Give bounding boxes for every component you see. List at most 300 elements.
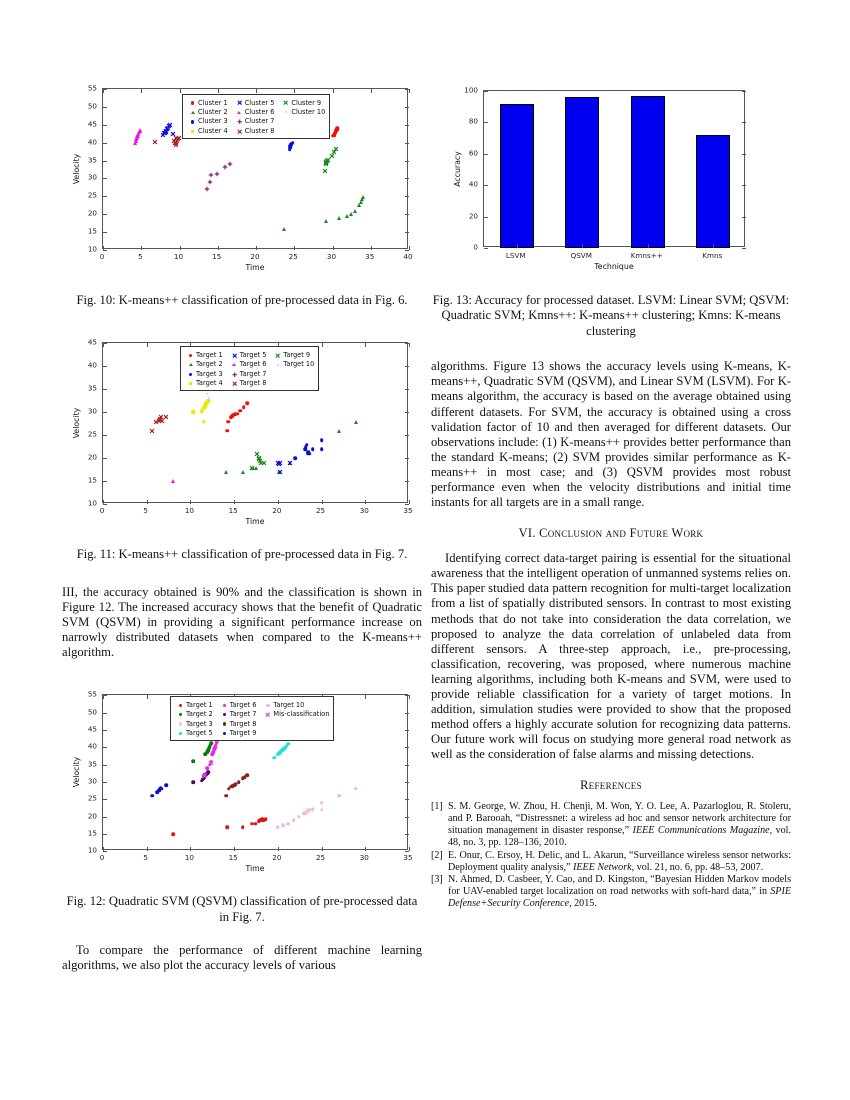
bar-lsvm	[500, 104, 534, 248]
data-point-target-2	[354, 420, 358, 424]
data-point-target-3	[320, 438, 324, 442]
data-point-target-3	[308, 452, 312, 456]
section-heading-conclusion: VI. Conclusion and Future Work	[518, 526, 704, 541]
y-tick-label: 50	[87, 707, 97, 717]
paragraph-algorithms: algorithms. Figure 13 shows the accuracy levels using K-means, K-means++, Quadratic SVM (QSVM), and Linear SVM (LSVM). For K-means algorithm, the accuracy is based on the average obtained using different datasets. For SVM, the accuracy is obtained using a cross validation factor of 10 and then averaged for different datasets. Our observations include: (1) K-means++ provides better performance than the standard K-means; (2) SVM provides similar performance as K-means++ in most case; and (3) QSVM provides most robust performance even when the velocity distributions and initial time instants for all targets are in a small range.	[431, 359, 791, 510]
x-tick	[409, 246, 410, 250]
data-point-target-1	[241, 825, 245, 829]
y-tick	[405, 817, 409, 818]
legend-label: Target 4	[196, 379, 223, 388]
reference-item	[431, 801, 791, 849]
y-tick	[742, 122, 746, 123]
y-tick-label: 50	[87, 101, 97, 111]
data-point	[285, 111, 287, 113]
data-point-target-1	[225, 825, 229, 829]
x-tick-label: 15	[212, 252, 222, 261]
data-point-target-2	[224, 470, 228, 474]
y-tick	[405, 695, 409, 696]
data-point-target-2	[241, 470, 245, 474]
reference-source: SPIE Defense+Security Conference	[448, 885, 791, 909]
legend-item	[234, 126, 275, 135]
data-point-target-5	[278, 469, 284, 475]
legend-item	[229, 379, 267, 388]
data-point-target-4	[201, 408, 205, 412]
y-tick-label: 45	[87, 724, 97, 734]
data-point-target-7	[191, 780, 195, 784]
legend-label: Target 6	[239, 360, 267, 369]
y-tick	[103, 89, 107, 90]
data-point	[277, 364, 279, 366]
y-tick	[103, 730, 107, 731]
data-point-target-3	[320, 447, 324, 451]
data-point-target-4	[191, 411, 195, 415]
data-point-target-1	[236, 412, 240, 416]
x-tick	[365, 847, 366, 851]
y-tick	[103, 834, 107, 835]
data-point	[232, 381, 237, 386]
data-point-cluster-7	[204, 186, 210, 192]
y-tick	[103, 458, 107, 459]
data-point	[237, 119, 242, 124]
legend-label: Cluster 7	[244, 117, 275, 126]
x-tick-label: 30	[359, 853, 369, 863]
x-tick	[409, 847, 410, 851]
data-point-cluster-2	[282, 227, 286, 231]
legend-label: Mis-classification	[273, 710, 330, 719]
y-tick	[405, 412, 409, 413]
data-point	[191, 111, 195, 114]
data-point-target-2	[254, 466, 258, 470]
data-point-target-8	[243, 775, 247, 779]
y-tick	[405, 765, 409, 766]
data-point-target-9	[159, 786, 163, 790]
bar-plot-axes	[483, 90, 745, 247]
bar-qsvm	[565, 97, 599, 248]
y-tick	[103, 107, 107, 108]
y-tick-label: 100	[464, 85, 478, 95]
figure-11	[62, 332, 422, 562]
data-point	[266, 704, 269, 707]
plot-legend	[182, 94, 330, 139]
legend-label: Target 10	[283, 360, 315, 369]
legend-label: Target 8	[229, 719, 257, 728]
x-tick	[365, 695, 366, 699]
paragraph-compare-performance: To compare the performance of different machine learning algorithms, we also plot the accuracy levels of various	[62, 943, 422, 973]
legend-marker-icon	[229, 375, 240, 391]
data-point-target-10	[276, 825, 280, 829]
left-column	[62, 78, 422, 973]
legend-label: Cluster 3	[198, 117, 228, 126]
data-point-target-3	[320, 808, 324, 812]
x-tick	[713, 244, 714, 248]
x-tick-label: 30	[359, 506, 369, 516]
data-point-target-8	[163, 414, 169, 420]
data-point-target-10	[302, 811, 306, 815]
data-point-target-6	[211, 750, 215, 754]
data-point	[275, 353, 280, 358]
y-tick	[405, 89, 409, 90]
y-tick	[405, 250, 409, 251]
legend-label: Target 2	[196, 360, 223, 369]
x-tick-label: 0	[99, 506, 105, 516]
data-point-cluster-8	[172, 141, 178, 147]
data-point	[232, 363, 236, 366]
x-tick-label: LSVM	[505, 251, 526, 260]
data-point-target-9	[256, 457, 262, 463]
x-tick	[409, 89, 410, 93]
y-tick-label: 15	[87, 828, 97, 838]
reference-number: [1]	[431, 801, 443, 813]
legend-marker-icon	[280, 104, 291, 120]
data-point-target-10	[337, 794, 341, 798]
legend-marker-icon	[185, 375, 196, 391]
references-list	[431, 801, 791, 909]
data-point-cluster-7	[207, 179, 213, 185]
data-point-cluster-2	[337, 216, 341, 220]
y-tick	[103, 178, 107, 179]
data-point-target-9	[150, 794, 154, 798]
data-point-target-2	[191, 759, 195, 763]
x-tick-label: 10	[173, 252, 184, 261]
y-tick-label: 40	[87, 137, 97, 147]
data-point-cluster-6	[134, 137, 138, 141]
data-point	[237, 100, 242, 105]
data-point	[237, 111, 241, 114]
reference-text: E. Onur, C. Ersoy, H. Delic, and L. Akarun, “Surveillance wireless sensor networks: Deployment quality analysis,” IEEE Network, vol. 21, no. 6, pp. 48–53, 2007.	[448, 849, 791, 873]
x-tick-label: 25	[288, 252, 298, 261]
y-tick	[103, 412, 107, 413]
x-tick	[278, 847, 279, 851]
reference-text: S. M. George, W. Zhou, H. Chenji, M. Won, Y. O. Lee, A. Pazarloglou, R. Stoleru, and P. Barooah, “Distressnet: a wireless ad hoc and sensor network architecture for situation management in disaster response,” IEEE Communications Magazine, vol. 48, no. 3, pp. 128–136, 2010.	[448, 801, 791, 849]
figure-10-plot	[62, 78, 422, 283]
figure-10	[62, 78, 422, 308]
data-point-target-10	[354, 787, 358, 791]
y-tick-label: 20	[87, 208, 97, 218]
x-tick-label: 15	[228, 853, 238, 863]
x-tick	[256, 246, 257, 250]
x-tick-label: 40	[403, 252, 413, 261]
legend-marker-icon	[272, 357, 283, 373]
legend-item	[175, 728, 213, 737]
legend-marker-icon	[187, 123, 198, 139]
x-tick	[517, 244, 518, 248]
data-point-target-1	[245, 401, 249, 405]
data-point-cluster-8	[174, 136, 180, 142]
data-point	[191, 130, 194, 133]
y-tick-label: 25	[87, 190, 97, 200]
legend-label: Cluster 6	[244, 108, 275, 117]
x-axis-title: Time	[245, 517, 265, 527]
legend-label: Target 1	[196, 351, 223, 360]
y-tick	[103, 343, 107, 344]
figure-13	[431, 78, 791, 339]
data-point-cluster-2	[353, 209, 357, 213]
data-point	[189, 382, 192, 385]
x-tick	[322, 343, 323, 347]
data-point	[189, 373, 192, 376]
legend-label: Target 8	[239, 379, 267, 388]
y-tick	[405, 713, 409, 714]
y-tick-label: 55	[87, 83, 97, 93]
x-tick	[190, 847, 191, 851]
data-point-target-10	[311, 808, 315, 812]
reference-item	[431, 850, 791, 874]
legend-marker-icon	[219, 725, 230, 741]
data-point-target-1	[231, 414, 235, 418]
legend-label: Cluster 5	[244, 98, 275, 107]
x-tick	[147, 500, 148, 504]
legend-item	[219, 728, 257, 737]
y-tick-label: 80	[468, 116, 478, 126]
data-point-target-5	[278, 751, 282, 755]
y-tick	[405, 851, 409, 852]
y-tick	[405, 834, 409, 835]
reference-source: IEEE Network	[573, 861, 632, 873]
y-tick	[103, 125, 107, 126]
y-tick	[103, 817, 107, 818]
y-tick	[103, 504, 107, 505]
y-tick	[742, 154, 746, 155]
y-tick-label: 60	[468, 148, 478, 158]
y-tick	[484, 91, 488, 92]
y-tick	[405, 232, 409, 233]
data-point-target-6	[205, 766, 209, 770]
data-point	[223, 704, 226, 707]
y-tick-label: 10	[87, 244, 97, 254]
data-point-cluster-5	[162, 130, 168, 136]
y-tick-label: 10	[87, 845, 97, 855]
x-tick-label: 5	[143, 853, 148, 863]
legend-label: Target 9	[229, 729, 257, 738]
x-tick-label: 5	[143, 506, 148, 516]
data-point	[189, 363, 193, 366]
legend-label: Target 1	[186, 700, 213, 709]
y-tick-label: 40	[87, 741, 97, 751]
y-tick	[405, 481, 409, 482]
y-tick-label: 0	[473, 242, 478, 252]
y-tick	[103, 713, 107, 714]
y-tick	[484, 154, 488, 155]
data-point-target-3	[311, 447, 315, 451]
figure-12-caption: Fig. 12: Quadratic SVM (QSVM) classification of pre-processed data in Fig. 7.	[66, 894, 418, 924]
x-tick	[141, 246, 142, 250]
y-tick-label: 40	[87, 360, 97, 370]
reference-number: [2]	[431, 849, 443, 861]
y-tick-label: 30	[87, 776, 97, 786]
y-tick	[405, 161, 409, 162]
x-tick	[190, 500, 191, 504]
legend-label: Target 7	[239, 369, 267, 378]
y-tick-label: 15	[87, 475, 97, 485]
data-point	[283, 100, 288, 105]
y-tick-label: 40	[468, 179, 478, 189]
legend-item	[272, 360, 314, 369]
plot-legend	[170, 696, 334, 741]
x-tick	[234, 500, 235, 504]
y-tick	[103, 214, 107, 215]
x-tick	[365, 500, 366, 504]
data-point-target-4	[202, 420, 206, 424]
y-tick	[103, 435, 107, 436]
y-tick-label: 10	[87, 498, 97, 508]
legend-label: Target 10	[273, 700, 305, 709]
y-tick	[103, 851, 107, 852]
x-tick	[371, 246, 372, 250]
x-tick	[333, 89, 334, 93]
y-tick	[405, 178, 409, 179]
y-tick-label: 15	[87, 226, 97, 236]
y-tick-label: 20	[468, 211, 478, 221]
y-tick	[103, 143, 107, 144]
y-tick-label: 30	[87, 406, 97, 416]
y-tick	[405, 504, 409, 505]
data-point-target-10	[206, 393, 208, 395]
data-point-cluster-7	[208, 172, 214, 178]
y-tick-label: 25	[87, 793, 97, 803]
data-point-cluster-9	[333, 147, 339, 153]
y-tick	[405, 196, 409, 197]
x-tick-label: 25	[315, 506, 326, 516]
data-point	[237, 129, 242, 134]
x-tick	[147, 695, 148, 699]
data-point-target-4	[206, 400, 210, 404]
x-tick-label: 5	[137, 252, 143, 261]
data-point	[191, 101, 194, 104]
x-tick-label: 0	[99, 853, 105, 863]
x-tick-label: 20	[272, 853, 282, 863]
legend-label: Cluster 10	[291, 108, 326, 117]
data-point-target-8	[157, 416, 163, 422]
x-tick	[147, 343, 148, 347]
x-tick-label: Kmns	[702, 251, 723, 260]
x-tick-label: 15	[228, 506, 238, 516]
y-tick	[103, 765, 107, 766]
x-tick	[234, 847, 235, 851]
data-point-target-2	[206, 749, 210, 753]
references-heading: References	[580, 778, 642, 793]
x-tick	[582, 244, 583, 248]
y-axis-title: Velocity	[72, 153, 81, 184]
legend-item	[262, 710, 329, 719]
x-tick	[218, 89, 219, 93]
data-point	[232, 372, 237, 377]
y-tick	[405, 458, 409, 459]
legend-label: Target 3	[186, 719, 213, 728]
x-tick	[294, 246, 295, 250]
x-tick-label: QSVM	[570, 251, 592, 260]
data-point-cluster-7	[227, 161, 233, 167]
x-tick	[409, 695, 410, 699]
y-tick	[405, 435, 409, 436]
y-tick	[103, 799, 107, 800]
data-point-cluster-1	[335, 127, 339, 131]
y-axis-title: Velocity	[72, 407, 81, 439]
plot-legend	[180, 346, 319, 391]
x-tick	[409, 343, 410, 347]
data-point-cluster-7	[214, 171, 220, 177]
y-tick	[405, 107, 409, 108]
y-tick-label: 35	[87, 155, 97, 165]
y-tick	[405, 389, 409, 390]
data-point-target-1	[238, 409, 242, 413]
y-tick-label: 20	[87, 811, 97, 821]
x-tick	[294, 89, 295, 93]
x-tick	[333, 246, 334, 250]
legend-label: Target 9	[283, 351, 311, 360]
data-point-target-1	[260, 817, 264, 821]
y-tick	[405, 730, 409, 731]
data-point-target-8	[234, 782, 238, 786]
data-point-target-4	[203, 404, 207, 408]
data-point	[223, 732, 226, 735]
y-tick	[405, 747, 409, 748]
y-tick	[103, 250, 107, 251]
x-tick-label: 35	[403, 506, 413, 516]
data-point-target-2	[337, 429, 341, 433]
x-tick-label: 25	[315, 853, 326, 863]
reference-item	[431, 874, 791, 910]
x-tick	[180, 246, 181, 250]
figure-11-plot	[62, 332, 422, 537]
y-tick	[742, 217, 746, 218]
y-tick	[405, 343, 409, 344]
y-tick	[103, 161, 107, 162]
x-axis-title: Time	[245, 263, 265, 272]
data-point-target-1	[242, 406, 246, 410]
y-tick	[405, 366, 409, 367]
y-tick-label: 35	[87, 383, 97, 393]
data-point-target-8	[149, 428, 155, 434]
legend-label: Target 3	[196, 369, 223, 378]
x-tick-label: 10	[184, 506, 194, 516]
y-tick	[103, 747, 107, 748]
x-tick	[648, 244, 649, 248]
x-axis-title: Time	[245, 864, 265, 874]
figure-12	[62, 684, 422, 925]
figure-13-plot	[431, 78, 791, 283]
legend-label: Cluster 4	[198, 126, 228, 135]
y-tick-label: 25	[87, 429, 97, 439]
y-tick-label: 20	[87, 452, 97, 462]
data-point-target-1	[226, 420, 230, 424]
y-tick	[103, 196, 107, 197]
legend-marker-icon	[262, 706, 273, 722]
x-tick	[365, 343, 366, 347]
data-point-target-10	[292, 818, 296, 822]
legend-marker-icon	[234, 123, 245, 139]
y-tick	[484, 122, 488, 123]
data-point-target-5	[284, 745, 288, 749]
reference-source: IEEE Communications Magazine	[632, 825, 770, 837]
data-point-target-10	[287, 822, 291, 826]
legend-item	[187, 126, 228, 135]
x-tick-label: Kmns++	[630, 251, 663, 260]
y-tick	[405, 143, 409, 144]
data-point-target-3	[294, 457, 298, 461]
legend-label: Target 7	[229, 710, 257, 719]
data-point-target-5	[287, 460, 293, 466]
data-point-target-1	[225, 429, 229, 433]
data-point-cluster-8	[152, 140, 158, 146]
data-point-target-10	[297, 815, 301, 819]
figure-11-caption: Fig. 11: K-means++ classification of pre-processed data in Fig. 7.	[76, 547, 408, 562]
legend-item	[280, 107, 325, 116]
bar-kmns	[696, 135, 730, 248]
y-tick	[103, 481, 107, 482]
data-point-target-10	[208, 397, 210, 399]
data-point-cluster-2	[361, 195, 365, 199]
x-tick-label: 20	[250, 252, 260, 261]
